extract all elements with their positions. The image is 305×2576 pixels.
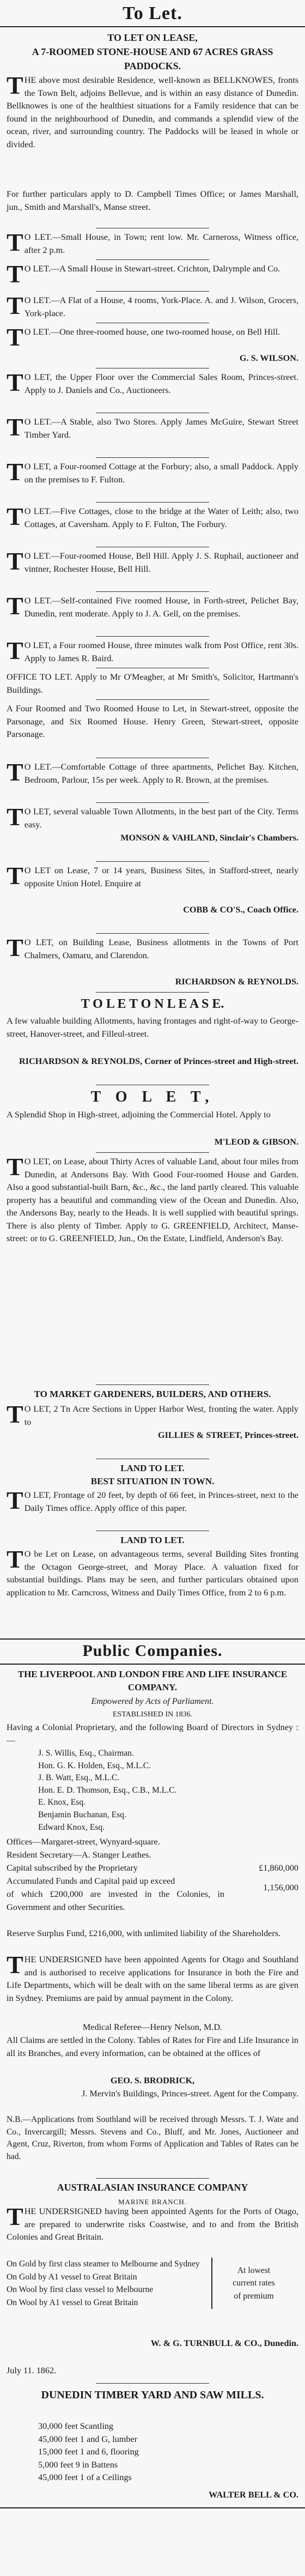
director: Edward Knox, Esq. (38, 1822, 105, 1832)
company-title: DUNEDIN TIMBER YARD AND SAW MILLS. (41, 2389, 264, 2401)
ad-body: T O LET.—Small House, in Town; rent low. Mr. Carneross, Witness office, after 2 p.m. (7, 228, 298, 256)
divider (96, 259, 209, 260)
director: Hon. E. D. Thomson, Esq., C.B., M.L.C. (38, 1785, 177, 1795)
ad-title: TO LET ON LEASE, (107, 32, 198, 43)
ad-body: T O LET.—A Small House in Stewart-street. Crichton, Dalrymple and Co. (7, 260, 280, 288)
section-title-to-let: To Let. (123, 3, 182, 23)
ad-body: T O LET on Lease, 7 or 14 years, Business Sites, in Stafford-street, nearly opposite Union Hotel. Enquire at (7, 862, 298, 890)
divider (96, 2178, 209, 2179)
ad-signature: G. S. WILSON. (239, 353, 298, 363)
rate-row: On Wool by first class vessel to Melbourne (7, 2285, 154, 2294)
divider (96, 457, 209, 458)
stock-line: 30,000 feet Scantling (38, 2421, 114, 2431)
rates-table (7, 2258, 298, 2309)
ad-body: T O be Let on Lease, on advantageous terms, several Building Sites fronting the Octagon George-street, and Moray Place. A valuation fixed for substantial buildings. Plans may be seen, and further particulars obtained upon application to Mr. Carncross, Witness and Daily Times Office, from 2 to 6 p.m. (7, 1545, 298, 1598)
ad-title: T O L E T O N L E A S E. (81, 997, 224, 1011)
divider (96, 2383, 209, 2384)
company-subtitle: MARINE BRANCH. (118, 2198, 187, 2206)
divider (0, 1638, 305, 1640)
ad-signature: COBB & CO'S., Coach Office. (183, 905, 298, 915)
ad-subtitle: A 7-ROOMED STONE-HOUSE AND 67 ACRES GRASS PADDOCKS. (32, 46, 273, 71)
section-title-public-companies: Public Companies. (82, 1642, 223, 1660)
agent-signature: W. & G. TURNBULL & CO., Dunedin. (150, 2338, 298, 2348)
rate-row: On Gold by A1 vessel to Great Britain (7, 2272, 137, 2282)
ad-body: T O LET, a Four roomed House, three minutes walk from Post Office, rent 30s. Apply to James R. Baird. (7, 637, 298, 664)
company-subtitle: Empowered by Acts of Parliament. (91, 1696, 214, 1706)
ad-body: For further particulars apply to D. Campbell Times Office; or James Marshall, jun., Smith and Marshall's, Manse street. (7, 189, 298, 212)
rates-note: At lowest (237, 2265, 271, 2275)
divider (96, 1384, 209, 1385)
ad-date: July 11. 1862. (7, 2366, 57, 2375)
stock-line: 45,000 feet 1 of a Ceilings (38, 2472, 132, 2482)
ad-signature: RICHARDSON & REYNOLDS. (175, 977, 298, 987)
divider (96, 699, 209, 700)
ad-body: T O LET, 2 Tn Acre Sections in Upper Harbor West, fronting the water. Apply to (7, 1400, 298, 1428)
divider (0, 26, 305, 27)
stock-line: 5,000 feet 9 in Battens (38, 2459, 118, 2470)
divider (96, 502, 209, 503)
ad-body: T O LET.—A Flat of a House, 4 rooms, York-Place. A. and J. Wilson, Grocers, York-place. (7, 292, 298, 319)
rate-row: On Wool by A1 vessel to Great Britain (7, 2297, 138, 2307)
divider (96, 591, 209, 592)
ad-body: THE above most desirable Residence, well-known as BELLKNOWES, fronts the Town Belt, adjoins Bellevue, and is within an easy distance of Dunedin. Bellknowes is one of the healthiest situations for a Family residence that can be found in the neighbourhood of Dunedin, and commands a splendid view of the ocean, river, and surrounding country. The Paddocks will be leased in whole or divided. (7, 71, 298, 149)
ad-body: T O LET, on Lease, about Thirty Acres of valuable Land, about four miles from Dunedin, at Andersons Bay. With Good Four-roomed House and Garden. Also a good substantial-built Barn, &c., &c., the land partly cleared. This valuable property has a beautiful and commanding view of the Ocean and Dunedin. Also, the Andersons Bay, nearly to the Heads. It is well supplied with beautiful springs. There is also plenty of Timber. Apply to G. GREENFIELD, Architect, Manse-street: or to G. GREENFIELD, Jun., On the Estate, Lindfield, Anderson's Bay. (7, 1153, 298, 1243)
timber-stock-list (38, 2420, 294, 2484)
nb-notice: N.B.—Applications from Southland will be received through Messrs. T. J. Wate and Co., Invercargill; Messrs. Stevens and Co., Bluff, and Mr. Jones, Auctioneer and Agent, Cruz, Riverton, from whom Forms of Application and Tables of Rates can be had. (7, 2115, 298, 2161)
ad-body: T O LET.—Four-roomed House, Bell Hill. Apply J. S. Ruphail, auctioneer and vintner, Rochester House, Bell Hill. (7, 547, 298, 575)
company-title: THE LIVERPOOL AND LONDON FIRE AND LIFE INSURANCE COMPANY. (17, 1669, 288, 1692)
reserve-fund: Reserve Surplus Fund, £216,000, with unlimited liability of the Shareholders. (7, 1928, 281, 1938)
ad-title: LAND TO LET. (120, 1463, 185, 1473)
ad-body: OFFICE TO LET. Apply to Mr O'Meagher, at Mr Smith's, Solicitor, Hartmann's Buildings. (7, 672, 298, 695)
ad-body: A Four Roomed and Two Roomed House to Let, in Stewart-street, opposite the Parsonage, and Six Roomed House. Henry Green, Stewart-street, opposite Parsonage. (7, 704, 298, 739)
director: Benjamin Buchanan, Esq. (38, 1810, 126, 1819)
ad-body: T O LET.—One three-roomed house, one two-roomed house, on Bell Hill. (7, 323, 280, 351)
ad-signature: MONSON & VAHLAND, Sinclair's Chambers. (120, 833, 298, 843)
ad-subtitle: BEST SITUATION IN TOWN. (90, 1476, 215, 1486)
stock-line: 15,000 feet 1 and 6, flooring (38, 2447, 139, 2457)
ad-signature: RICHARDSON & REYNOLDS, Corner of Princes-street and High-street. (19, 1056, 298, 1066)
capital-label: Capital subscribed by the Proprietary (7, 1863, 138, 1873)
divider (96, 802, 209, 803)
agent-address: J. Mervin's Buildings, Princes-street. Agent for the Company. (82, 2089, 298, 2099)
medical-referee: Medical Referee—Henry Nelson, M.D. (82, 2022, 223, 2032)
company-resident-secretary: Resident Secretary—A. Stanger Leathes. (7, 1850, 151, 1860)
divider (96, 291, 209, 292)
divider (0, 2507, 305, 2508)
ad-title: LAND TO LET. (120, 1535, 185, 1545)
agent-signature: GEO. S. BRODRICK, (110, 2076, 195, 2085)
stock-line: 45,000 feet 1 and G, lumber (38, 2434, 138, 2444)
company-body: THE UNDERSIGNED having been appointed Agents for the Ports of Otago, are prepared to underwrite risks Coastwise, and to and from the British Colonies and Great Britain. (7, 2203, 298, 2242)
director: Hon. G. K. Holden, Esq., M.L.C. (38, 1761, 151, 1770)
ad-title: T O L E T, (90, 1089, 215, 1105)
ad-body: T O LET, Frontage of 20 feet, by depth of 66 feet, in Princes-street, next to the Daily Times office. Apply office of this paper. (7, 1486, 298, 1514)
capital-value: £1,860,000 (259, 1863, 298, 1873)
director: J. S. Willis, Esq., Chairman. (38, 1749, 134, 1758)
ad-body: T O LET.—Five Cottages, close to the bridge at the Water of Leith; also, two Cottages, at Caversham. Apply to F. Fulton, The Forbury. (7, 503, 298, 530)
ad-body: T O LET, the Upper Floor over the Commercial Sales Room, Princes-street. Apply to J. Daniels and Co., Auctioneers. (7, 368, 298, 396)
funds-label: Accumulated Funds and Capital paid up exceed (7, 1876, 175, 1886)
company-title: AUSTRALASIAN INSURANCE COMPANY (57, 2182, 248, 2193)
ad-body: T O LET.—Comfortable Cottage of three apartments, Pelichet Bay. Kitchen, Bedroom, Parlour, 15s per week. Apply to R. Brown, at the premises. (7, 758, 298, 786)
ad-body: T O LET.—Self-contained Five roomed House, in Forth-street, Pelichet Bay, Dunedin, rent moderate. Apply to J. A. Gell, on the premises. (7, 592, 298, 620)
funds-note: of which £200,000 are invested in the Colonies, in Government and other Securities. (7, 1889, 224, 1912)
agent-signature: WALTER BELL & CO. (209, 2490, 298, 2500)
ad-signature: GILLIES & STREET, Princes-street. (158, 1430, 298, 1440)
ad-body: T O LET.—A Stable, also Two Stores. Apply James McGuire, Stewart Street Timber Yard. (7, 413, 298, 441)
divider (96, 1152, 209, 1153)
ad-body: T O LET, a Four-roomed Cottage at the Forbury; also, a small Paddock. Apply on the premises to F. Fulton. (7, 458, 298, 486)
company-offices: Offices—Margaret-street, Wynyard-square. (7, 1837, 160, 1847)
divider (96, 933, 209, 934)
divider (96, 636, 209, 637)
ad-body: T O LET, several valuable Town Allotments, in the best part of the City. Terms easy. (7, 803, 298, 831)
funds-value: 1,156,000 (263, 1883, 298, 1892)
divider (96, 861, 209, 862)
directors-list (38, 1747, 294, 1834)
company-body: Having a Colonial Proprietary, and the following Board of Directors in Sydney :— (7, 1722, 298, 1745)
divider (96, 992, 209, 993)
rate-row: On Gold by first class steamer to Melbourne and Sydney (7, 2259, 200, 2269)
ad-body: T O LET, on Building Lease, Business allotments in the Towns of Port Chalmers, Oamaru, and Clarendon. (7, 934, 298, 962)
company-established: ESTABLISHED IN 1836. (112, 1710, 193, 1719)
ad-body: A few valuable building Allotments, having frontages and right-of-way to George-street, Hanover-street, and Filleul-street. (7, 1016, 298, 1039)
ad-title: TO MARKET GARDENERS, BUILDERS, AND OTHERS. (34, 1389, 271, 1399)
agents-notice: THE UNDERSIGNED have been appointed Agents for Otago and Southland and is authorised to receive applications for Insurance in both the Fire and Life Departments, which will be dealt with on the same liberal terms as are given in Sydney. Premiums are paid by annual payment in the Colony. (7, 1951, 298, 2003)
rates-note: of premium (234, 2291, 274, 2301)
rates-note: current rates (233, 2278, 275, 2288)
director: E. Knox, Esq. (38, 1798, 86, 1807)
ad-body: A Splendid Shop in High-street, adjoining the Commercial Hotel. Apply to (7, 1110, 271, 1120)
ad-signature: M'LEOD & GIBSON. (214, 1137, 298, 1147)
claims-notice: All Claims are settled in the Colony. Tables of Rates for Fire and Life Insurance in all its Branches, and every information, can be obtained at the offices of (7, 2035, 298, 2058)
divider (0, 1664, 305, 1665)
director: J. B. Watt, Esq., M.L.C. (38, 1773, 120, 1783)
